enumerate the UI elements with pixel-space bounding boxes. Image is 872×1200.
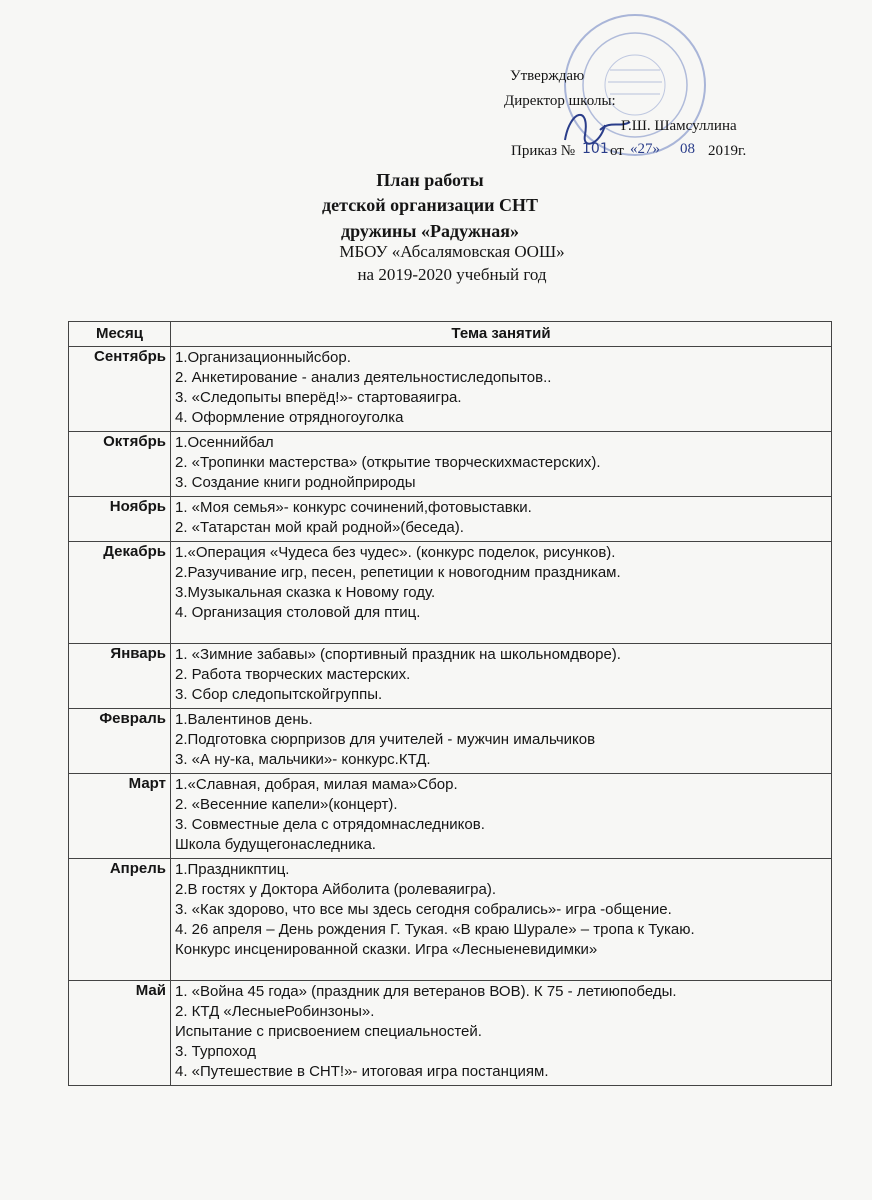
- order-day: «27»: [630, 141, 660, 157]
- topic-item: 1.«Операция «Чудеса без чудес». (конкурс поделок, рисунков).: [175, 544, 616, 561]
- topic-item: 2. «Татарстан мой край родной»(беседа).: [175, 519, 464, 536]
- topic-item: 2.Разучивание игр, песен, репетиции к новогодним праздникам.: [175, 564, 621, 581]
- topic-item: 3. Сбор следопытскойгруппы.: [175, 686, 383, 703]
- plan-subtitle-squad: дружины «Радужная»: [340, 221, 519, 241]
- plan-title: План работы: [376, 170, 484, 190]
- order-year: 2019г.: [708, 143, 747, 159]
- month-cell: Ноябрь: [69, 497, 171, 542]
- topic-item: 4. 26 апреля – День рождения Г. Тукая. «В краю Шурале» – тропа к Тукаю.: [175, 921, 695, 938]
- topic-item: 3. «Следопыты вперёд!»- стартоваяигра.: [175, 389, 462, 406]
- month-cell: Октябрь: [69, 432, 171, 497]
- topic-item: 3.Музыкальная сказка к Новому году.: [175, 584, 436, 601]
- topic-item: 2. «Тропинки мастерства» (открытие творческихмастерских).: [175, 454, 601, 471]
- order-label: Приказ №: [511, 143, 576, 159]
- topics-cell: [171, 497, 832, 542]
- topic-item: 2. Работа творческих мастерских.: [175, 666, 411, 683]
- table-row: [69, 542, 832, 644]
- month-cell: Апрель: [69, 859, 171, 981]
- month-cell: Декабрь: [69, 542, 171, 644]
- topic-item: 2.Подготовка сюрпризов для учителей - мужчин имальчиков: [175, 731, 596, 748]
- topics-cell: [171, 347, 832, 432]
- topic-item: 4. «Путешествие в СНТ!»- итоговая игра постанциям.: [175, 1063, 549, 1080]
- month-cell: Февраль: [69, 709, 171, 774]
- topic-item: 1.Валентинов день.: [175, 711, 313, 728]
- order-number: 101: [582, 141, 609, 157]
- plan-subtitle-org: детской организации СНТ: [322, 195, 538, 215]
- topic-item: 1. «Война 45 года» (праздник для ветеранов ВОВ). К 75 - летиюпобеды.: [175, 983, 677, 1000]
- director-name: Г.Ш. Шамсуллина: [621, 118, 737, 134]
- topic-item: 3. «А ну-ка, мальчики»- конкурс.КТД.: [175, 751, 431, 768]
- topic-item: 1.«Славная, добрая, милая мама»Сбор.: [175, 776, 458, 793]
- topics-cell: [171, 432, 832, 497]
- school-name: МБОУ «Абсалямовская ООШ»: [339, 242, 565, 261]
- table-row: [69, 774, 832, 859]
- month-cell: Май: [69, 981, 171, 1086]
- order-month: 08: [680, 141, 695, 157]
- topics-cell: [171, 981, 832, 1086]
- topic-item: 2. КТД «ЛесныеРобинзоны».: [175, 1003, 375, 1020]
- approval-block: [500, 68, 800, 168]
- topic-item: Конкурс инсценированной сказки. Игра «Лесныеневидимки»: [175, 941, 598, 958]
- topic-item: Испытание с присвоением специальностей.: [175, 1023, 482, 1040]
- topic-item: 3. Совместные дела с отрядомнаследников.: [175, 816, 485, 833]
- table-row: [69, 709, 832, 774]
- topics-cell: [171, 644, 832, 709]
- topic-item: Школа будущегонаследника.: [175, 836, 376, 853]
- topic-item: 2.В гостях у Доктора Айболита (ролеваяигра).: [175, 881, 497, 898]
- table-row: [69, 644, 832, 709]
- topic-item: 2. Анкетирование - анализ деятельностиследопытов..: [175, 369, 552, 386]
- topic-item: 4. Оформление отрядногоуголка: [175, 409, 404, 426]
- month-cell: Январь: [69, 644, 171, 709]
- topic-item: 1.Осеннийбал: [175, 434, 274, 451]
- table-row: [69, 432, 832, 497]
- director-label: Директор школы:: [504, 93, 616, 109]
- table-row: [69, 981, 832, 1086]
- topic-item: 3. «Как здорово, что все мы здесь сегодня собрались»- игра -общение.: [175, 901, 672, 918]
- approve-label: Утверждаю: [510, 68, 585, 84]
- topic-item: 1.Праздникптиц.: [175, 861, 290, 878]
- month-header: Месяц: [69, 322, 171, 347]
- topic-item: 3. Создание книги роднойприроды: [175, 474, 416, 491]
- topic-item: 1. «Моя семья»- конкурс сочинений,фотовыставки.: [175, 499, 532, 516]
- topic-item: 1. «Зимние забавы» (спортивный праздник на школьномдворе).: [175, 646, 621, 663]
- topics-cell: [171, 859, 832, 981]
- month-cell: Сентябрь: [69, 347, 171, 432]
- order-from: от: [610, 143, 624, 159]
- topics-cell: [171, 542, 832, 644]
- plan-table: [68, 321, 832, 1086]
- topic-item: 4. Организация столовой для птиц.: [175, 604, 421, 621]
- table-header-row: [69, 322, 832, 347]
- topics-cell: [171, 709, 832, 774]
- topic-item: 1.Организационныйсбор.: [175, 349, 351, 366]
- month-cell: Март: [69, 774, 171, 859]
- table-row: [69, 347, 832, 432]
- table-row: [69, 859, 832, 981]
- topic-header: Тема занятий: [171, 322, 832, 347]
- topic-item: 2. «Весенние капели»(концерт).: [175, 796, 398, 813]
- topics-cell: [171, 774, 832, 859]
- table-row: [69, 497, 832, 542]
- topic-item: 3. Турпоход: [175, 1043, 257, 1060]
- school-year: на 2019-2020 учебный год: [357, 265, 547, 284]
